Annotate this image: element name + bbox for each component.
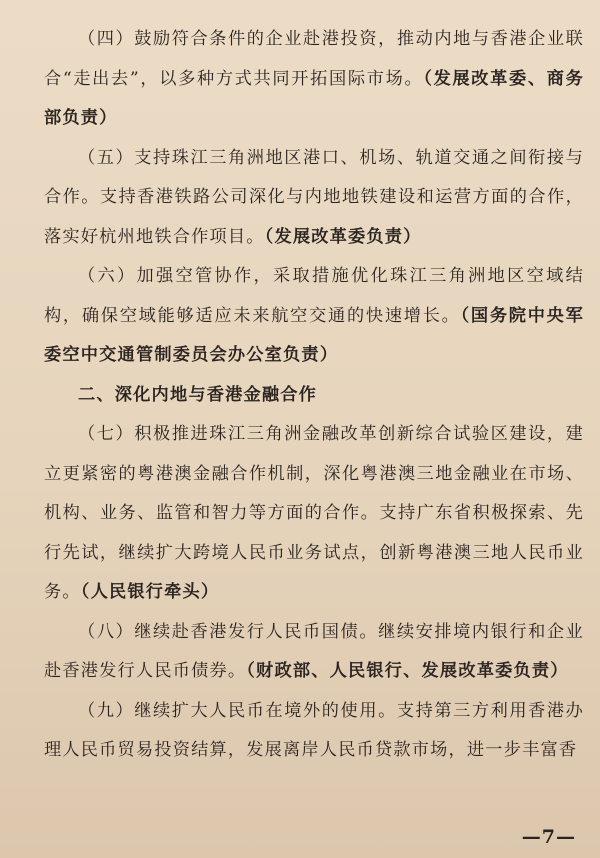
- paragraph-9-text: （九）继续扩大人民币在境外的使用。支持第三方利用香港办理人民币贸易投资结算，发展离岸人民币贷款市场，进一步丰富香: [44, 700, 584, 760]
- paragraph-5-responsibility: （发展改革委负责）: [264, 226, 422, 247]
- paragraph-6-text: （六）加强空管协作，采取措施优化珠江三角洲地区空域结构，确保空域能够适应未来航空交通的快速增长。: [44, 266, 584, 326]
- paragraph-5-text: （五）支持珠江三角洲地区港口、机场、轨道交通之间衔接与合作。支持香港铁路公司深化与内地地铁建设和运营方面的合作，落实好杭州地铁合作项目。: [44, 147, 584, 247]
- paragraph-6-responsibility: （国务院中央军委空中交通管制委员会办公室负责）: [44, 305, 584, 365]
- document-body: [44, 20, 584, 771]
- paragraph-8-text: （八）继续赴香港发行人民币国债。继续安排境内银行和企业赴香港发行人民币债券。: [44, 621, 584, 681]
- paragraph-7-text: （七）积极推进珠江三角洲金融改革创新综合试验区建设，建立更紧密的粤港澳金融合作机制，深化粤港澳三地金融业在市场、机构、业务、监管和智力等方面的合作。支持广东省积极探索、先行先试，继续扩大跨境人民币业务试点，创新粤港澳三地人民币业务。: [44, 424, 584, 602]
- paragraph-6: [44, 257, 584, 376]
- paragraph-8-responsibility: （财政部、人民银行、发展改革委负责）: [246, 661, 569, 681]
- paragraph-5: [44, 139, 584, 258]
- paragraph-8: [44, 613, 584, 692]
- paragraph-4-text: （四）鼓励符合条件的企业赴港投资，推动内地与香港企业联合“走出去”，以多种方式共同开拓国际市场。: [44, 29, 584, 89]
- paragraph-9: [44, 692, 584, 771]
- page-number: —7—: [521, 826, 576, 848]
- paragraph-4: [44, 20, 584, 139]
- paragraph-4-responsibility: （发展改革委、商务部负责）: [44, 68, 584, 128]
- section-heading: 二、深化内地与香港金融合作: [78, 384, 318, 405]
- paragraph-7: [44, 415, 584, 613]
- paragraph-7-responsibility: （人民银行牵头）: [80, 582, 220, 602]
